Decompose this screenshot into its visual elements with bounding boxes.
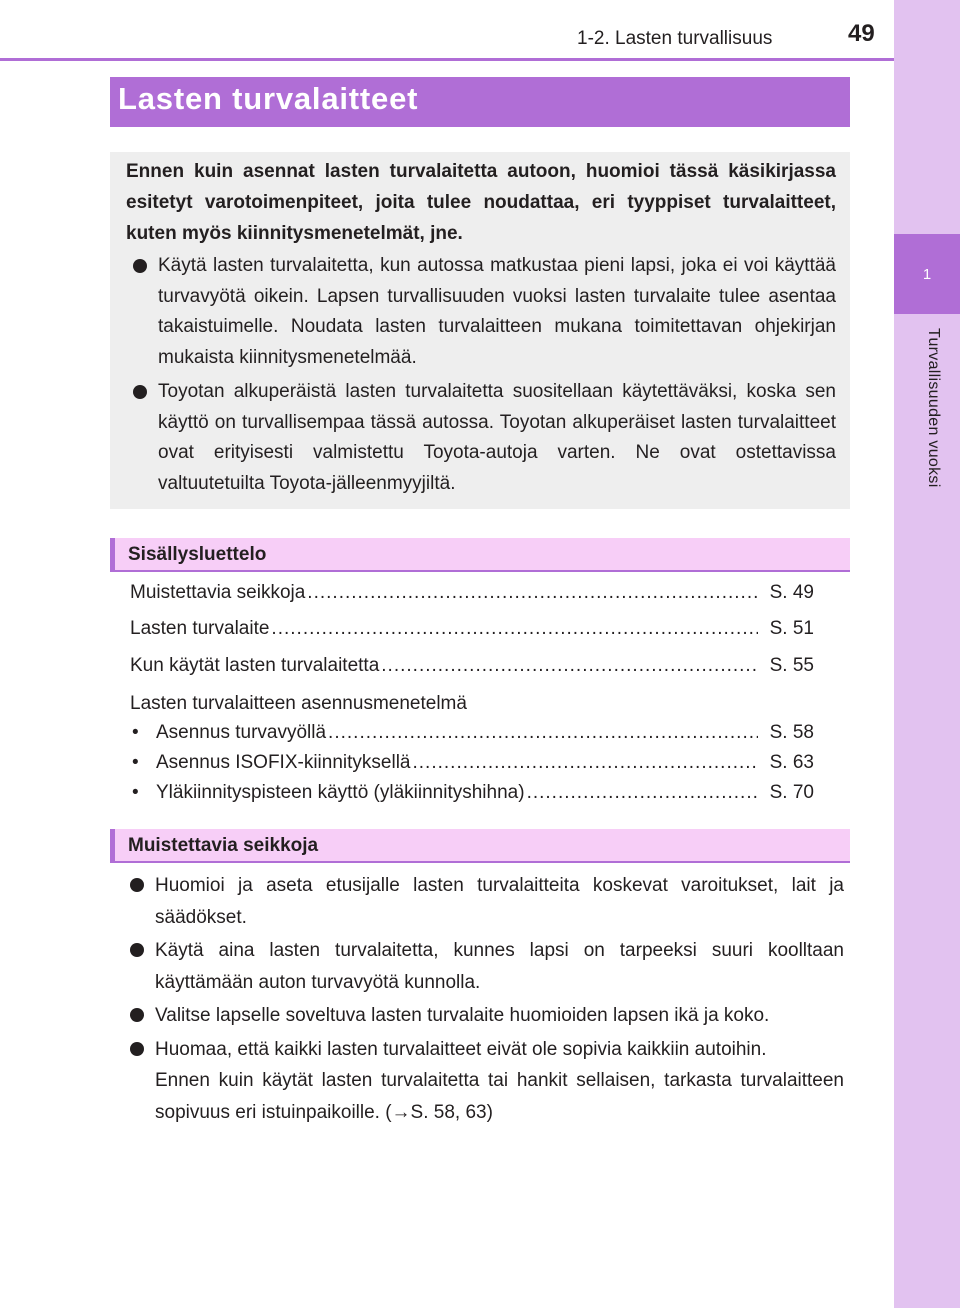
sub-bullet: • [132, 782, 139, 803]
list-item [128, 1034, 844, 1129]
toc-sub-entry[interactable] [130, 752, 814, 780]
intro-bullet-text: Käytä lasten turvalaitetta, kun autossa matkustaa pieni lapsi, joka ei voi käyttää turvavyötä oikein. Lapsen turvallisuuden vuoksi lasten turvalaite tulee asentaa takaistuimelle. Noudata lasten turvalaitteen mukana toimitettavan ohjekirjan mukaista kiinnitysmenetelmää. [158, 255, 836, 368]
list-item [128, 870, 844, 933]
bullet-dot-icon [130, 1008, 144, 1022]
remember-item-text: Huomioi ja aseta etusijalle lasten turvalaitteita koskevat varoitukset, lait ja säädökset. [155, 875, 844, 928]
toc-entry-label: Kun käytät lasten turvalaitetta [130, 655, 380, 676]
page-title: Lasten turvalaitteet [118, 81, 419, 116]
list-item [128, 935, 844, 998]
toc-leader-dots [413, 752, 758, 774]
intro-bullet-text: Toyotan alkuperäistä lasten turvalaitetta suositellaan käytettäväksi, koska sen käyttö on turvallisempaa tässä autossa. Toyotan alkuperäiset lasten turvalaitteet ovat erityisesti valmistettu Toyota-autoja varten. Ne ovat ostettavissa valtuutetuilta Toyota-jälleenmyyjiltä. [158, 381, 836, 494]
toc-entry-label: Muistettavia seikkoja [130, 582, 306, 603]
toc-entry-page: S. 58 [769, 722, 814, 743]
heading-accent-bar [110, 538, 115, 570]
intro-box [110, 152, 850, 509]
toc-leader-dots [271, 618, 757, 640]
toc-leader-dots [527, 782, 758, 804]
toc-entry-page: S. 51 [769, 618, 814, 639]
intro-bullet-list [126, 251, 836, 499]
bullet-dot-icon [133, 385, 147, 399]
list-item [128, 1000, 844, 1032]
sub-bullet: • [132, 752, 139, 773]
toc-entry[interactable] [130, 655, 814, 683]
bullet-dot-icon [130, 1042, 144, 1056]
toc-entry-page: S. 55 [769, 655, 814, 676]
chapter-number-tab [894, 234, 960, 314]
contents-heading [110, 538, 850, 572]
list-item [126, 251, 836, 373]
remember-list [128, 870, 844, 1130]
header-rule [0, 58, 894, 61]
toc-sub-entry[interactable] [130, 782, 814, 810]
side-chapter-strip [894, 0, 960, 1308]
toc-entry[interactable] [130, 618, 814, 646]
remember-item-text: Valitse lapselle soveltuva lasten turvalaite huomioiden lapsen ikä ja koko. [155, 1005, 770, 1026]
page-number: 49 [848, 20, 875, 47]
chapter-number: 1 [922, 265, 932, 283]
remember-item-text: Huomaa, että kaikki lasten turvalaitteet eivät ole sopivia kaikkiin autoihin. [155, 1038, 767, 1060]
toc-entry-label: Asennus ISOFIX-kiinnityksellä [156, 752, 411, 773]
toc-entry-page: S. 49 [769, 582, 814, 603]
toc-entry-label: Lasten turvalaite [130, 618, 270, 639]
list-item [126, 377, 836, 499]
bullet-dot-icon [133, 259, 147, 273]
toc-leader-dots [307, 582, 757, 604]
toc-leader-dots [328, 722, 758, 744]
toc-sub-entry[interactable] [130, 722, 814, 750]
intro-lead: Ennen kuin asennat lasten turvalaitetta autoon, huomioi tässä käsikirjassa esitetyt varotoimenpiteet, joita tulee noudattaa, eri tyyppiset turvalaitteet, kuten myös kiinnitysmenetelmät, jne. [126, 161, 836, 244]
toc-entry[interactable] [130, 582, 814, 610]
running-head: 1-2. Lasten turvallisuus [577, 28, 773, 49]
remember-heading-text: Muistettavia seikkoja [128, 835, 319, 856]
remember-item-note: Ennen kuin käytät lasten turvalaitetta tai hankit sellaisen, tarkasta turvalaitteen sopivuus eri istuinpaikoille. (→S. 58, 63) [155, 1070, 844, 1123]
toc-entry-label: Yläkiinnityspisteen käyttö (yläkiinnityshihna) [156, 782, 525, 803]
toc-leader-dots [381, 655, 757, 677]
bullet-dot-icon [130, 878, 144, 892]
sub-bullet: • [132, 722, 139, 743]
heading-accent-bar [110, 829, 115, 861]
chapter-title: Turvallisuuden vuoksi [925, 328, 942, 488]
toc-entry-page: S. 63 [769, 752, 814, 773]
toc-group-title: Lasten turvalaitteen asennusmenetelmä [130, 693, 467, 714]
toc-entry-label: Asennus turvavyöllä [156, 722, 327, 743]
remember-item-text: Käytä aina lasten turvalaitetta, kunnes lapsi on tarpeeksi suuri koolltaan käyttämään auton turvavyötä kunnolla. [155, 940, 844, 993]
bullet-dot-icon [130, 943, 144, 957]
toc-entry-page: S. 70 [769, 782, 814, 803]
remember-heading [110, 829, 850, 863]
contents-heading-text: Sisällysluettelo [128, 544, 267, 565]
